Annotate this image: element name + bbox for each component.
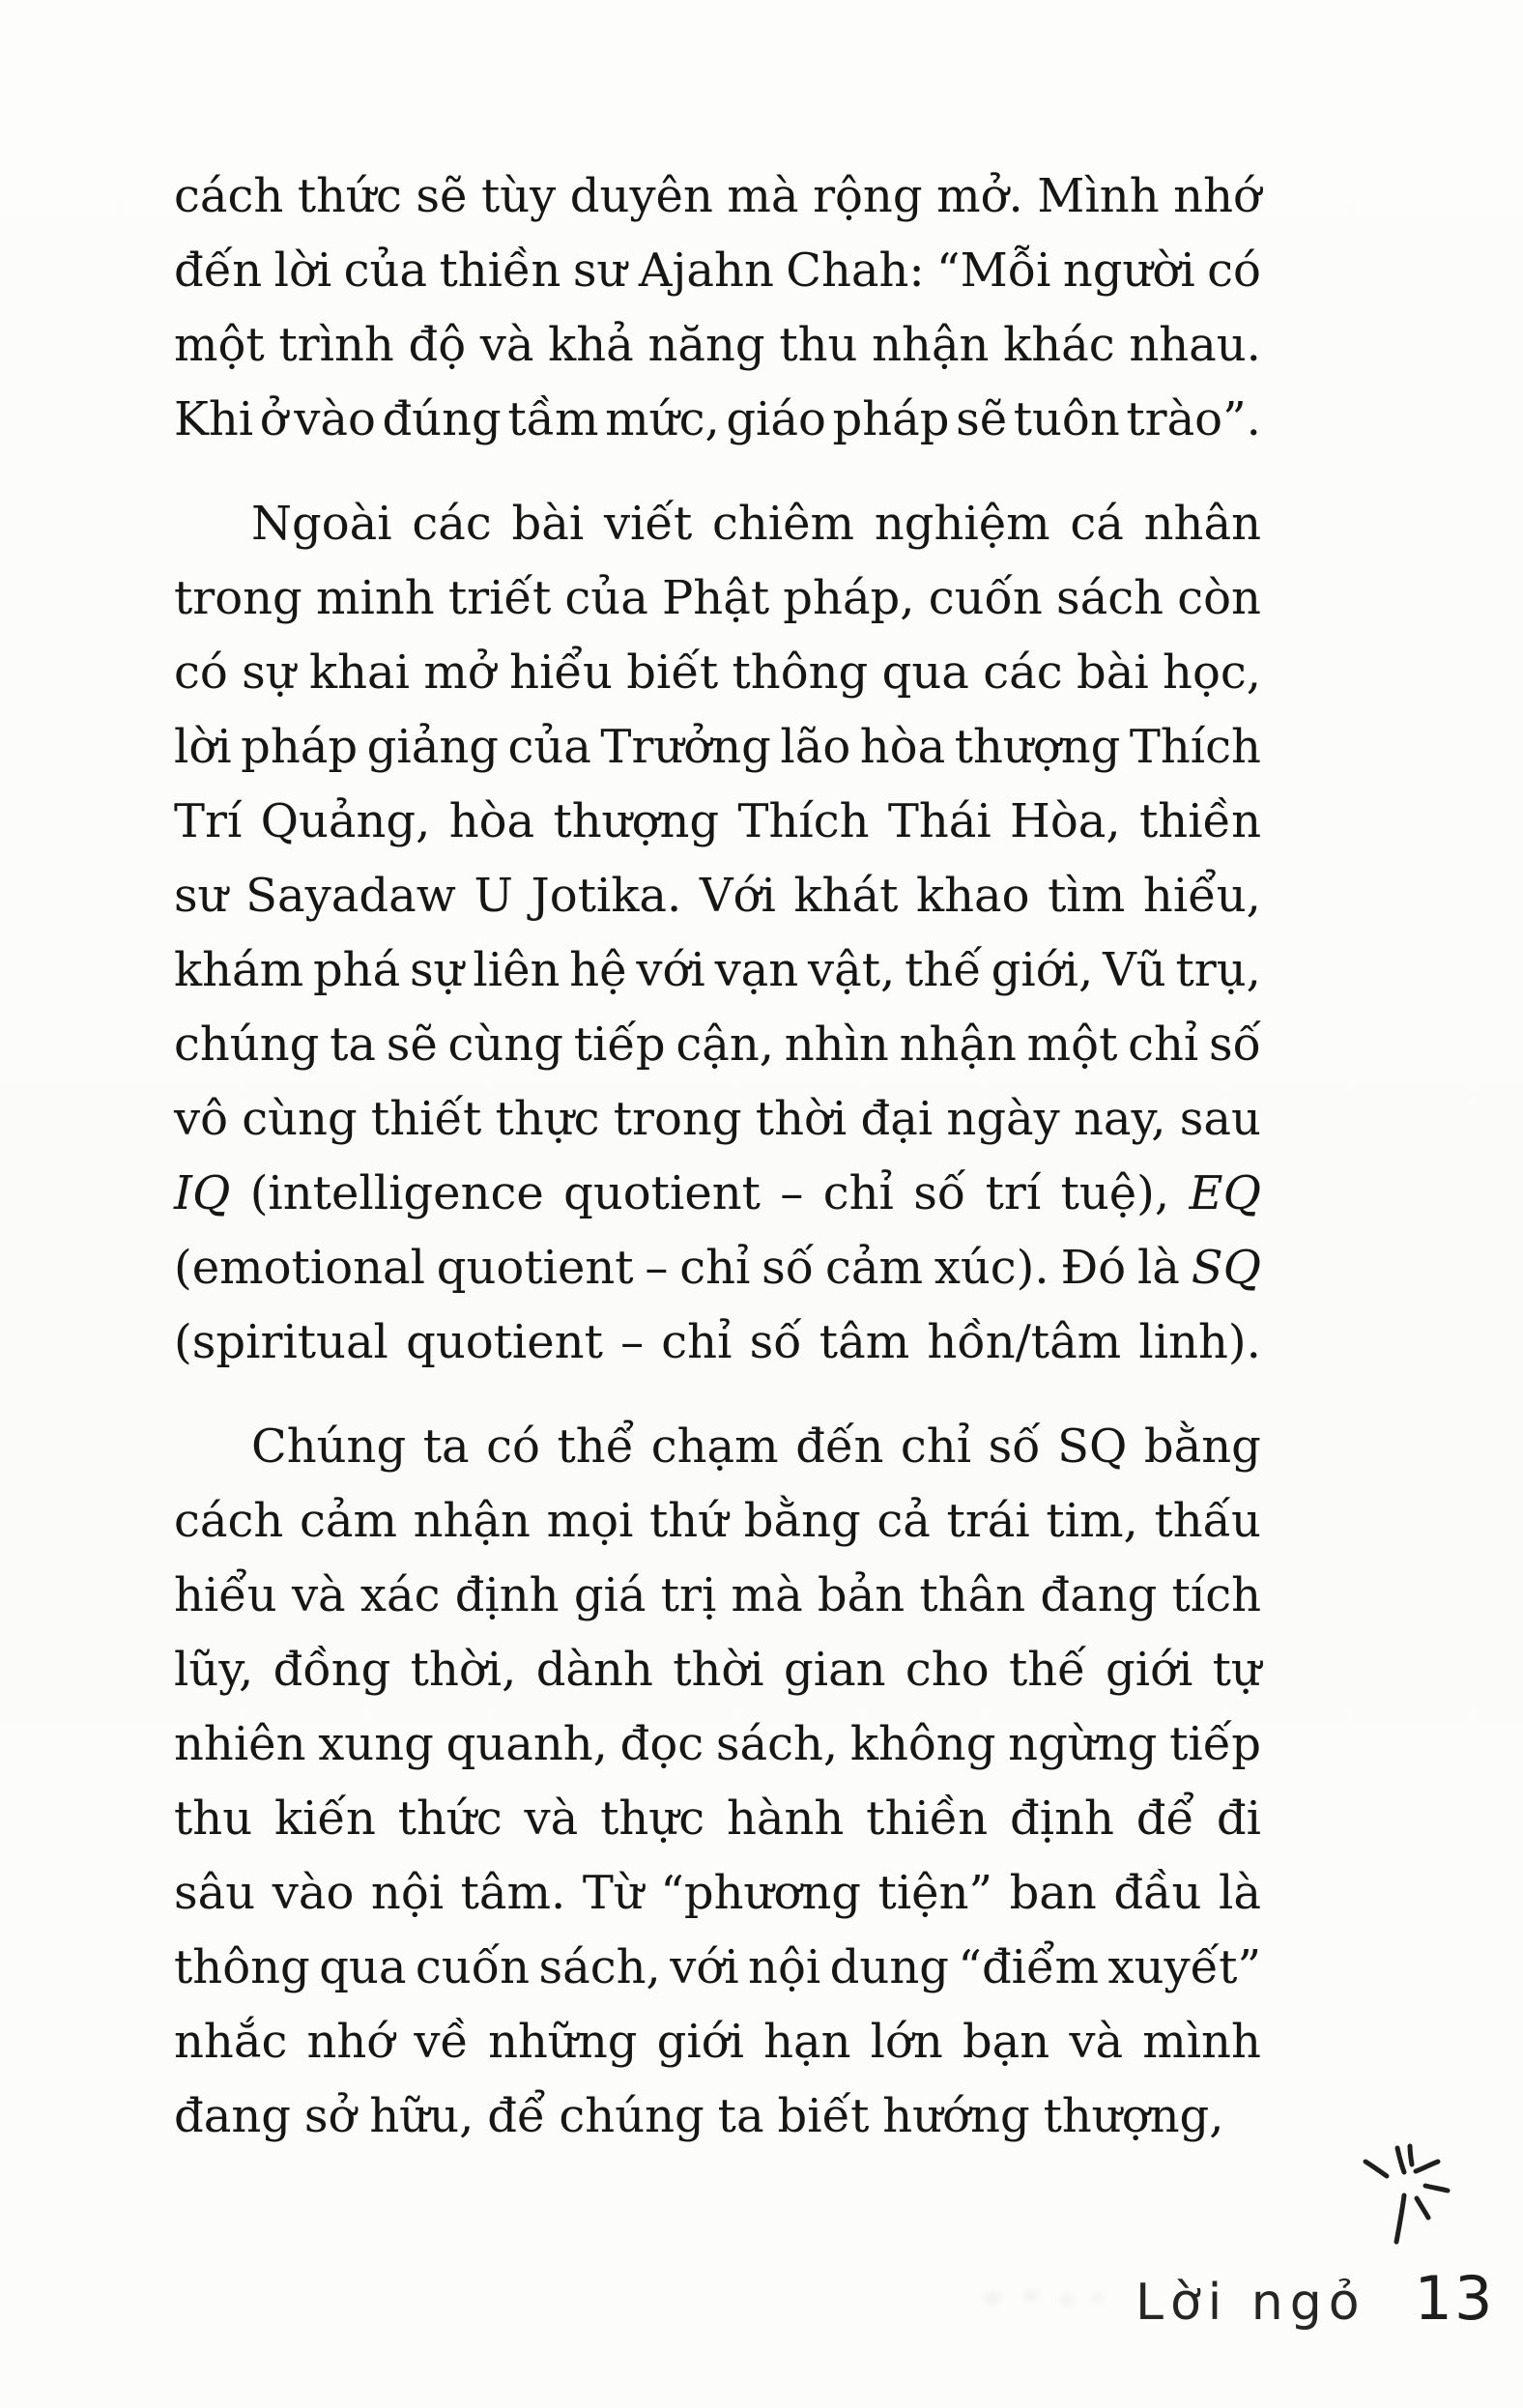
- word: ngừng: [1008, 1717, 1158, 1771]
- word: Khi: [174, 392, 254, 446]
- word: chiêm: [711, 497, 855, 551]
- word: hệ: [569, 943, 627, 997]
- word: nhìn: [784, 1018, 889, 1072]
- word: tầm: [507, 392, 599, 446]
- footer-section-label: Lời ngỏ: [1135, 2274, 1366, 2332]
- italic-word: EQ: [1189, 1166, 1261, 1220]
- word: cùng: [447, 1018, 563, 1072]
- word: vạn: [714, 943, 799, 997]
- word: giảng: [366, 720, 499, 774]
- word: Ajahn: [638, 244, 774, 298]
- word: mọi: [546, 1494, 634, 1548]
- word: ngày: [946, 1092, 1060, 1146]
- text-line: [174, 785, 1261, 859]
- sparkle-icon: [1359, 2140, 1455, 2247]
- word: tiện”: [877, 1866, 993, 1920]
- word: Hòa,: [1010, 794, 1121, 848]
- word: bản: [817, 1568, 905, 1622]
- word: “điểm: [958, 1940, 1100, 1994]
- word: –: [645, 1241, 669, 1295]
- word: đầu: [1113, 1866, 1202, 1920]
- word: ta: [422, 1419, 470, 1474]
- word: –: [780, 1166, 804, 1220]
- word: khác: [1003, 318, 1115, 372]
- word: xung: [318, 1717, 434, 1771]
- word: nhắc: [174, 2015, 288, 2069]
- word: cách: [174, 1494, 284, 1548]
- word: trong: [174, 571, 302, 625]
- word: hữu,: [369, 2089, 474, 2143]
- word: tâm.: [460, 1866, 566, 1920]
- word: đến: [174, 244, 263, 298]
- word: thời: [673, 1643, 764, 1697]
- word: bài: [511, 497, 585, 551]
- word: nhận: [413, 1494, 531, 1548]
- word: thiền: [1139, 794, 1261, 848]
- text-line: [174, 1231, 1261, 1305]
- word: và: [291, 1568, 346, 1622]
- word: nhau.: [1129, 318, 1261, 372]
- word: Phật: [662, 571, 770, 625]
- text-line: [174, 2005, 1261, 2079]
- word: người: [1062, 244, 1195, 298]
- word: của: [564, 571, 648, 625]
- word: nhận: [899, 1018, 1017, 1072]
- text-line: [174, 1008, 1261, 1082]
- word: mở.: [936, 169, 1023, 223]
- text-line: [174, 933, 1261, 1008]
- page-footer: [1135, 2263, 1495, 2334]
- word: dung: [829, 1940, 949, 1994]
- word: minh: [315, 571, 435, 625]
- word: cho: [905, 1643, 990, 1697]
- word: thể: [557, 1419, 635, 1474]
- word: ta: [330, 1018, 376, 1072]
- word: tim,: [1046, 1494, 1138, 1548]
- text-line: [174, 1559, 1261, 1633]
- word: đến: [795, 1419, 884, 1474]
- word: sâu: [174, 1866, 256, 1920]
- word: giới: [656, 2015, 744, 2069]
- body-text: [174, 159, 1261, 2154]
- page-number: 13: [1414, 2263, 1495, 2334]
- word: đồng: [273, 1643, 391, 1697]
- word: số: [762, 1241, 815, 1295]
- word: sách,: [538, 1940, 661, 1994]
- word: chạm: [650, 1419, 779, 1474]
- word: phá: [312, 943, 401, 997]
- word: duyên: [569, 169, 713, 223]
- word: hướng: [882, 2089, 1030, 2143]
- word: khát: [793, 869, 899, 923]
- word: chúng: [174, 1018, 320, 1072]
- word: có: [1207, 244, 1261, 298]
- word: và: [479, 318, 534, 372]
- word: là: [1219, 1866, 1261, 1920]
- word: mà: [727, 169, 799, 223]
- word: qua: [319, 1940, 407, 1994]
- word: lớn: [870, 2015, 943, 2069]
- paragraph: [174, 487, 1261, 1380]
- word: cận,: [675, 1018, 774, 1072]
- sparkle-decoration: [1359, 2140, 1455, 2247]
- word: thế: [905, 943, 982, 997]
- word: quotient: [406, 1315, 603, 1369]
- word: một: [1026, 1018, 1118, 1072]
- word: thu: [174, 1792, 253, 1846]
- word: hồn/tâm: [927, 1315, 1122, 1369]
- word: trụ,: [1175, 943, 1261, 997]
- text-line: [174, 159, 1261, 234]
- word: bạn: [962, 2015, 1050, 2069]
- text-line: [174, 859, 1261, 933]
- word: định: [454, 1568, 560, 1622]
- word: còn: [1177, 571, 1261, 625]
- word: (emotional: [174, 1241, 425, 1295]
- word: bài: [1076, 645, 1149, 700]
- word: nhớ: [306, 2015, 395, 2069]
- text-line: [174, 1856, 1261, 1931]
- paragraph: [174, 1410, 1261, 2154]
- word: vô: [174, 1092, 229, 1146]
- text-line: [174, 1082, 1261, 1157]
- word: thông: [732, 645, 869, 700]
- word: mà: [731, 1568, 803, 1622]
- word: quotient: [563, 1166, 761, 1220]
- word: thế: [1008, 1643, 1086, 1697]
- word: xúc).: [934, 1241, 1049, 1295]
- word: sẽ: [416, 169, 468, 223]
- word: lũy,: [174, 1643, 254, 1697]
- word: thiền: [866, 1792, 989, 1846]
- word: cá: [1070, 497, 1124, 551]
- text-line: [174, 1782, 1261, 1856]
- word: những: [488, 2015, 638, 2069]
- word: ta: [717, 2089, 764, 2143]
- word: về: [414, 2015, 469, 2069]
- text-line: [174, 2079, 1261, 2154]
- word: khám: [174, 943, 304, 997]
- word: ở: [259, 392, 288, 446]
- word: tâm: [819, 1315, 910, 1369]
- word: không: [849, 1717, 996, 1771]
- text-line: [174, 561, 1261, 636]
- word: định: [1010, 1792, 1114, 1846]
- word: đại: [860, 1092, 934, 1146]
- word: chỉ: [661, 1315, 733, 1369]
- word: và: [1069, 2015, 1124, 2069]
- word: sẽ: [956, 392, 1008, 446]
- word: Với: [699, 869, 776, 923]
- word: “phương: [660, 1866, 861, 1920]
- italic-word: SQ: [1191, 1241, 1261, 1295]
- word: “Mỗi: [936, 244, 1051, 298]
- word: Thích: [1129, 720, 1261, 774]
- word: nhớ: [1173, 169, 1261, 223]
- word: biết: [777, 2089, 870, 2143]
- word: liên: [473, 943, 560, 997]
- text-line: [174, 1157, 1261, 1231]
- word: thức: [297, 169, 402, 223]
- word: trình: [278, 318, 394, 372]
- word: pháp,: [783, 571, 915, 625]
- word: tích: [1171, 1568, 1261, 1622]
- word: sở: [303, 2089, 357, 2143]
- word: số: [749, 1315, 802, 1369]
- word: thức: [397, 1792, 503, 1846]
- word: hiểu: [174, 1568, 277, 1622]
- word: ban: [1009, 1866, 1097, 1920]
- word: sẽ: [386, 1018, 438, 1072]
- word: sư: [174, 869, 228, 923]
- word: tìm: [1048, 869, 1126, 923]
- word: dành: [535, 1643, 653, 1697]
- word: hạn: [763, 2015, 851, 2069]
- word: thực: [495, 1092, 600, 1146]
- word: xác: [359, 1568, 441, 1622]
- word: sách,: [715, 1717, 839, 1771]
- word: lão: [780, 720, 851, 774]
- word: chỉ: [822, 1166, 894, 1220]
- bleed-through-ghost: [962, 2276, 1116, 2320]
- word: SQ: [1057, 1419, 1128, 1474]
- word: thực: [600, 1792, 705, 1846]
- word: Chúng: [251, 1419, 407, 1474]
- word: thiết: [370, 1092, 482, 1146]
- word: –: [620, 1315, 645, 1369]
- word: vào: [294, 392, 376, 446]
- word: tuôn: [1013, 392, 1120, 446]
- word: của: [507, 720, 591, 774]
- word: có: [486, 1419, 540, 1474]
- word: Thích: [737, 794, 870, 848]
- word: pháp: [832, 392, 950, 446]
- word: và: [524, 1792, 579, 1846]
- word: cuốn: [415, 1940, 530, 1994]
- word: qua: [881, 645, 969, 700]
- word: Vũ: [1103, 943, 1166, 997]
- text-line: [174, 636, 1261, 710]
- word: vào: [272, 1866, 355, 1920]
- word: khao: [916, 869, 1030, 923]
- word: U: [474, 869, 513, 923]
- word: nhiên: [174, 1717, 306, 1771]
- word: Từ: [582, 1866, 644, 1920]
- word: thiền: [439, 244, 561, 298]
- word: khả: [548, 318, 634, 372]
- word: Jotika.: [531, 869, 682, 923]
- word: cả: [876, 1494, 931, 1548]
- word: với: [636, 943, 705, 997]
- word: đúng: [382, 392, 502, 446]
- word: giá: [573, 1568, 647, 1622]
- word: để: [487, 2089, 546, 2143]
- word: trái: [946, 1494, 1030, 1548]
- word: độ: [408, 318, 467, 372]
- word: chỉ: [679, 1241, 751, 1295]
- text-line: [174, 308, 1261, 383]
- word: năng: [647, 318, 765, 372]
- word: thượng: [553, 794, 720, 848]
- word: cùng: [242, 1092, 358, 1146]
- text-line: [174, 710, 1261, 785]
- word: quotient: [436, 1241, 634, 1295]
- text-line: [174, 1410, 1261, 1484]
- word: gian: [783, 1643, 886, 1697]
- word: thân: [919, 1568, 1026, 1622]
- word: sau: [1179, 1092, 1261, 1146]
- word: nội: [748, 1940, 821, 1994]
- word: trào”.: [1126, 392, 1261, 446]
- word: tiếp: [573, 1018, 666, 1072]
- word: học,: [1163, 645, 1261, 700]
- word: thông: [174, 1940, 310, 1994]
- word: lời: [273, 244, 332, 298]
- word: cuốn: [928, 571, 1043, 625]
- word: các: [412, 497, 492, 551]
- word: bằng: [743, 1494, 861, 1548]
- text-line: [174, 1305, 1261, 1380]
- word: chỉ: [900, 1419, 972, 1474]
- word: Sayadaw: [245, 869, 456, 923]
- word: tiếp: [1169, 1717, 1261, 1771]
- text-line: [174, 234, 1261, 308]
- word: đọc: [619, 1717, 704, 1771]
- word: số: [988, 1419, 1041, 1474]
- word: nghiệm: [874, 497, 1050, 551]
- word: vật,: [808, 943, 896, 997]
- word: trị: [660, 1568, 717, 1622]
- word: Ngoài: [251, 497, 392, 551]
- word: sư: [572, 244, 627, 298]
- word: viết: [603, 497, 693, 551]
- word: thời: [755, 1092, 848, 1146]
- word: tùy: [480, 169, 557, 223]
- word: mức,: [605, 392, 720, 446]
- word: Trí: [174, 794, 243, 848]
- word: trong: [613, 1092, 742, 1146]
- word: thấu: [1154, 1494, 1261, 1548]
- word: giới,: [991, 943, 1094, 997]
- word: hòa: [448, 794, 535, 848]
- word: Chah:: [786, 244, 925, 298]
- word: lời: [174, 720, 232, 774]
- word: sự: [410, 943, 464, 997]
- word: rộng: [813, 169, 923, 223]
- word: tuệ),: [1060, 1166, 1170, 1220]
- word: cảm: [824, 1241, 923, 1295]
- word: hành: [726, 1792, 845, 1846]
- word: triết: [447, 571, 552, 625]
- word: Đó: [1060, 1241, 1127, 1295]
- word: đang: [174, 2089, 291, 2143]
- word: để: [1135, 1792, 1195, 1846]
- word: xuyết”: [1107, 1940, 1261, 1994]
- word: thời,: [410, 1643, 517, 1697]
- text-line: [174, 1931, 1261, 2005]
- word: nội: [370, 1866, 445, 1920]
- word: hiểu: [509, 645, 613, 700]
- word: cách: [174, 169, 284, 223]
- text-line: [174, 487, 1261, 561]
- word: khai: [309, 645, 411, 700]
- word: đi: [1216, 1792, 1261, 1846]
- word: pháp: [241, 720, 359, 774]
- word: Mình: [1037, 169, 1160, 223]
- word: sách: [1055, 571, 1164, 625]
- word: Quảng,: [260, 794, 431, 848]
- word: bằng: [1143, 1419, 1261, 1474]
- word: (intelligence: [249, 1166, 544, 1220]
- text-line: [174, 1633, 1261, 1707]
- word: kiến: [273, 1792, 376, 1846]
- word: mình: [1142, 2015, 1261, 2069]
- word: mở: [423, 645, 496, 700]
- paragraph: [174, 159, 1261, 457]
- word: biết: [626, 645, 719, 700]
- word: thượng: [954, 720, 1121, 774]
- word: của: [343, 244, 428, 298]
- word: quanh,: [445, 1717, 608, 1771]
- word: số: [1208, 1018, 1261, 1072]
- word: hiểu,: [1142, 869, 1261, 923]
- word: tự: [1212, 1643, 1261, 1697]
- word: giáo: [726, 392, 826, 446]
- word: cảm: [299, 1494, 397, 1548]
- italic-word: IQ: [174, 1166, 231, 1220]
- word: có: [174, 645, 228, 700]
- word: số: [913, 1166, 966, 1220]
- word: đang: [1040, 1568, 1158, 1622]
- word: Trưởng: [600, 720, 771, 774]
- word: các: [983, 645, 1063, 700]
- word: Thái: [887, 794, 991, 848]
- word: hòa: [859, 720, 946, 774]
- text-line: [174, 1484, 1261, 1559]
- word: thượng,: [1043, 2089, 1224, 2143]
- text-line: [174, 383, 1261, 457]
- word: linh).: [1138, 1315, 1261, 1369]
- word: chúng: [559, 2089, 704, 2143]
- word: với: [670, 1940, 739, 1994]
- text-line: [174, 1707, 1261, 1782]
- word: trí: [985, 1166, 1042, 1220]
- word: nhân: [1143, 497, 1261, 551]
- word: thu: [779, 318, 858, 372]
- word: chỉ: [1128, 1018, 1199, 1072]
- word: sự: [242, 645, 296, 700]
- word: giới: [1106, 1643, 1193, 1697]
- word: nay,: [1074, 1092, 1166, 1146]
- word: một: [174, 318, 265, 372]
- word: nhận: [872, 318, 990, 372]
- word: là: [1136, 1241, 1180, 1295]
- word: thứ: [649, 1494, 729, 1548]
- word: (spiritual: [174, 1315, 388, 1369]
